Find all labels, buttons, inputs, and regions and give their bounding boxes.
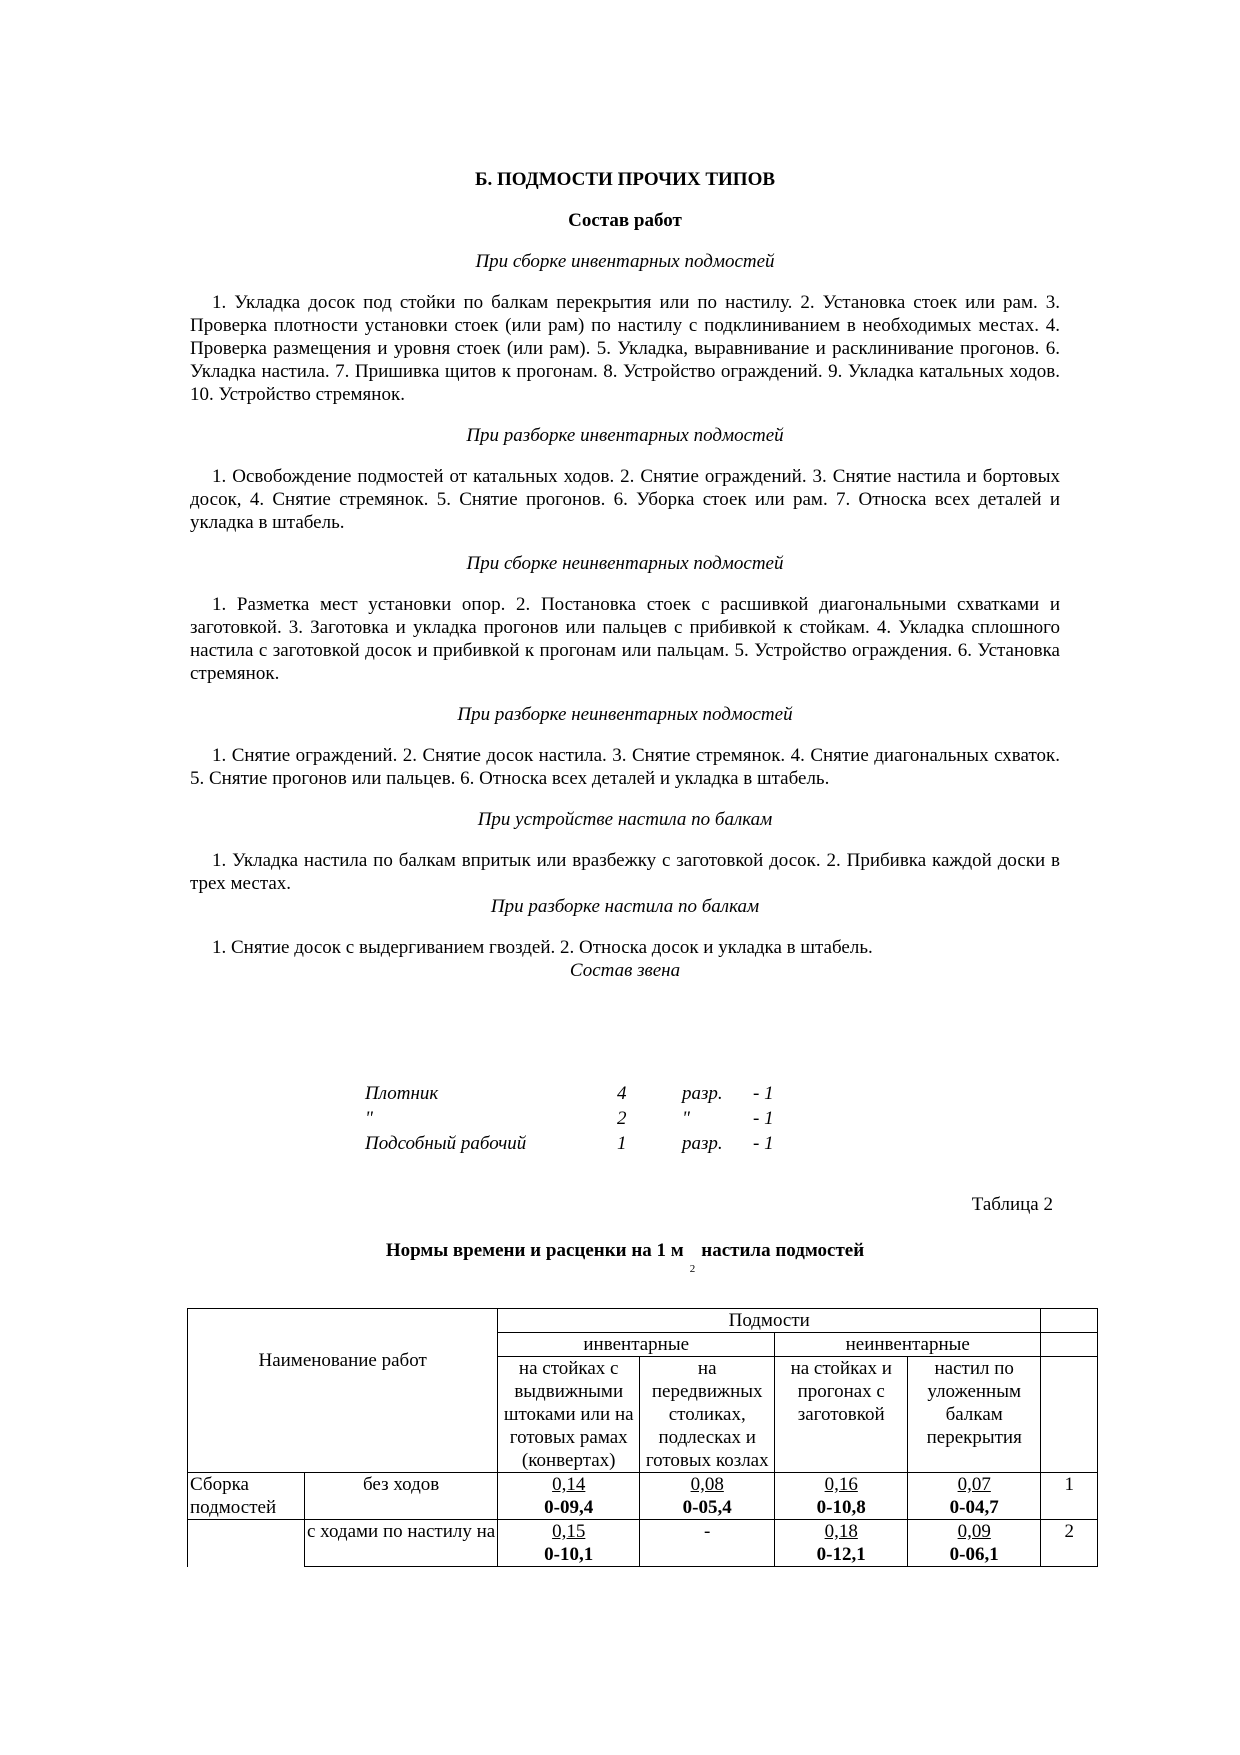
row-number: 1 bbox=[1041, 1473, 1098, 1520]
block-heading: При разборке настила по балкам bbox=[490, 896, 760, 917]
crew-row bbox=[365, 1132, 774, 1155]
table-title-rest: настила подмостей bbox=[701, 1240, 865, 1261]
crew-row bbox=[365, 1082, 774, 1105]
block-heading: При устройстве настила по балкам bbox=[477, 809, 773, 830]
crew-title: Состав звена bbox=[569, 960, 681, 981]
col-name-header: Наименование работ bbox=[188, 1309, 498, 1473]
price: 0-05,4 bbox=[682, 1497, 732, 1518]
block-text: 1. Укладка настила по балкам впритык или вразбежку с заготовкой досок. 2. Прибивка каждой доски в трех местах. bbox=[190, 850, 1060, 894]
table-cell bbox=[640, 1520, 775, 1567]
table-cell bbox=[775, 1520, 908, 1567]
table-title-main: Нормы времени и расценки на 1 м bbox=[385, 1240, 684, 1261]
price: 0-09,4 bbox=[544, 1497, 594, 1518]
table-cell bbox=[498, 1520, 640, 1567]
table-cell bbox=[498, 1473, 640, 1520]
table-title bbox=[190, 1240, 1060, 1275]
table-cell bbox=[908, 1520, 1041, 1567]
price: 0-06,1 bbox=[949, 1544, 999, 1565]
crew-grade: 2 bbox=[617, 1108, 627, 1129]
table-row bbox=[188, 1520, 1098, 1567]
crew-unit: разр. bbox=[682, 1133, 723, 1154]
section-title: Б. ПОДМОСТИ ПРОЧИХ ТИПОВ bbox=[474, 169, 776, 190]
block-heading: При разборке неинвентарных подмостей bbox=[457, 704, 793, 725]
crew-grade: 4 bbox=[617, 1083, 627, 1104]
block-heading: При разборке инвентарных подмостей bbox=[466, 425, 784, 446]
block-text: 1. Укладка досок под стойки по балкам перекрытия или по настилу. 2. Установка стоек или рам. 3. Проверка плотности установки стоек (или рам) по настилу с подклиниванием в необходимых местах. 4. Проверка размещения и уровня стоек (или рам). 5. Укладка, выравнивание и расклинивание прогонов. 6. Укладка настила. 7. Пришивка щитов к прогонам. 8. Устройство ограждений. 9. Укладка катальных ходов. 10. Устройство стремянок. bbox=[190, 292, 1060, 405]
sub-header-noninv: неинвентарные bbox=[775, 1333, 1041, 1357]
num-header bbox=[1041, 1357, 1098, 1473]
crew-count: - 1 bbox=[753, 1083, 774, 1104]
composition-title: Состав работ bbox=[568, 210, 682, 231]
block-heading: При сборке инвентарных подмостей bbox=[475, 251, 775, 272]
block-text: 1. Снятие досок с выдергиванием гвоздей. 2. Относка досок и укладка в штабель. bbox=[212, 937, 873, 958]
time-norm: 0,07 bbox=[957, 1474, 991, 1495]
col-header: настил по уложенным балкам перекрытия bbox=[908, 1357, 1041, 1473]
row-group-label: Сборка подмостей bbox=[188, 1473, 305, 1520]
col-header: на стойках с выдвижными штоками или на готовых рамах (конвертах) bbox=[498, 1357, 640, 1473]
group-header: Подмости bbox=[498, 1309, 1041, 1333]
time-norm: 0,14 bbox=[552, 1474, 586, 1495]
col-header: на стойках и прогонах с заготовкой bbox=[775, 1357, 908, 1473]
time-norm: 0,08 bbox=[690, 1474, 724, 1495]
crew-count: - 1 bbox=[753, 1133, 774, 1154]
table-row bbox=[188, 1309, 1098, 1333]
page-body bbox=[190, 168, 1060, 982]
price: 0-04,7 bbox=[949, 1497, 999, 1518]
crew-unit: разр. bbox=[682, 1083, 723, 1104]
crew-grade: 1 bbox=[617, 1133, 627, 1154]
crew-name: " bbox=[365, 1108, 373, 1129]
time-norm: 0,16 bbox=[824, 1474, 858, 1495]
crew-row bbox=[365, 1107, 774, 1130]
row-number: 2 bbox=[1041, 1520, 1098, 1567]
table-number: Таблица 2 bbox=[971, 1194, 1053, 1215]
crew-table bbox=[363, 1080, 776, 1157]
price: 0-10,1 bbox=[544, 1544, 594, 1565]
table-cell bbox=[640, 1473, 775, 1520]
price: 0-12,1 bbox=[816, 1544, 866, 1565]
row-label: без ходов bbox=[305, 1473, 498, 1520]
block-text: 1. Освобождение подмостей от катальных ходов. 2. Снятие ограждений. 3. Снятие настила и бортовых досок, 4. Снятие стремянок. 5. Снятие прогонов. 6. Уборка стоек или рам. 7. Относка всех деталей и укладка в штабель. bbox=[190, 466, 1060, 533]
table-title-sup: 2 bbox=[689, 1263, 696, 1275]
crew-name: Плотник bbox=[365, 1083, 439, 1104]
time-norm: 0,18 bbox=[824, 1521, 858, 1542]
block-text: 1. Снятие ограждений. 2. Снятие досок настила. 3. Снятие стремянок. 4. Снятие диагональных схваток. 5. Снятие прогонов или пальцев. 6. Относка всех деталей и укладка в штабель. bbox=[190, 745, 1060, 789]
crew-unit: " bbox=[682, 1108, 690, 1129]
col-header: на передвижных столиках, подлесках и готовых козлах bbox=[640, 1357, 775, 1473]
table-cell bbox=[775, 1473, 908, 1520]
block-text: 1. Разметка мест установки опор. 2. Постановка стоек с расшивкой диагональными схватками и заготовкой. 3. Заготовка и укладка прогонов или пальцев с прибивкой к стойкам. 4. Укладка сплошного настила с заготовкой досок и прибивкой к прогонам или пальцам. 5. Устройство ограждения. 6. Установка стремянок. bbox=[190, 594, 1060, 684]
sub-header-inv: инвентарные bbox=[498, 1333, 775, 1357]
price: 0-10,8 bbox=[816, 1497, 866, 1518]
norms-table bbox=[187, 1308, 1098, 1567]
time-norm: - bbox=[704, 1521, 711, 1542]
crew-count: - 1 bbox=[753, 1108, 774, 1129]
row-group-cont bbox=[188, 1520, 305, 1567]
table-row bbox=[188, 1473, 1098, 1520]
time-norm: 0,15 bbox=[552, 1521, 586, 1542]
crew-name: Подсобный рабочий bbox=[365, 1133, 527, 1154]
time-norm: 0,09 bbox=[957, 1521, 991, 1542]
num-header bbox=[1041, 1309, 1098, 1333]
table-cell bbox=[908, 1473, 1041, 1520]
row-label: с ходами по настилу на bbox=[305, 1520, 498, 1567]
block-heading: При сборке неинвентарных подмостей bbox=[466, 553, 784, 574]
num-header bbox=[1041, 1333, 1098, 1357]
